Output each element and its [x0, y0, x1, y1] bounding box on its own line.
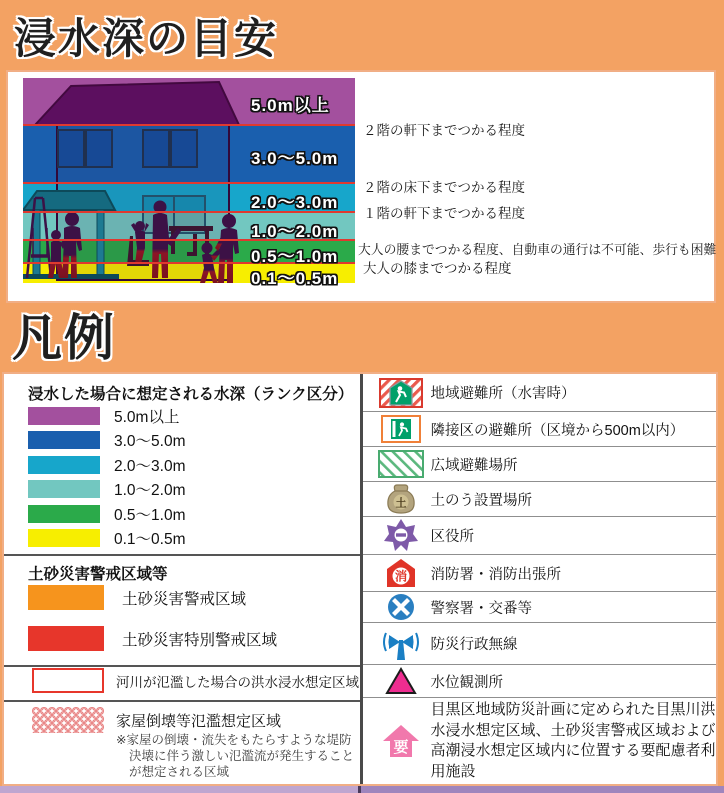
section-divider	[4, 700, 360, 702]
disaster-radio-icon	[380, 627, 422, 661]
band-label-01-05m: 0.1～0.5m	[251, 269, 339, 288]
facility-row	[363, 698, 717, 784]
legend-title: 凡例	[12, 310, 116, 366]
facility-row	[363, 623, 717, 665]
depth-desc-2: ２階の床下までつかる程度	[363, 180, 525, 195]
fire-station-icon	[386, 558, 416, 588]
swatch-label: 土砂災害警戒区域	[122, 590, 247, 608]
sandbag-icon	[384, 483, 418, 515]
legend-right-column	[363, 374, 717, 784]
depth-rank-row	[28, 503, 186, 525]
depth-desc-5: 大人の膝までつかる程度	[363, 261, 512, 276]
adjacent-ward-shelter-icon	[381, 415, 421, 443]
sediment-header: 土砂災害警戒区域等	[28, 566, 168, 583]
depth-band-labels	[23, 78, 355, 288]
band-label-5m: 5.0m以上	[251, 96, 330, 115]
facility-label: 防災行政無線	[430, 637, 518, 653]
swatch-label: 土砂災害特別警戒区域	[122, 631, 278, 649]
legend-column-divider	[360, 374, 363, 784]
swatch-label: 0.5～1.0m	[114, 507, 186, 524]
sandbag-glyph: 土	[395, 497, 406, 510]
facility-label: 広域避難場所	[430, 457, 518, 474]
facility-row	[363, 592, 717, 623]
care-glyph: 要	[392, 739, 409, 756]
facility-label: 水位観測所	[430, 674, 503, 691]
swatch-5m	[28, 407, 100, 425]
band-label-2-3m: 2.0～3.0m	[251, 193, 339, 212]
water-level-station-icon	[385, 667, 417, 695]
facility-label: 地域避難所（水害時）	[430, 386, 576, 402]
collapse-area-row	[32, 707, 281, 733]
facility-row	[363, 517, 717, 555]
swatch-label: 0.1～0.5m	[114, 531, 186, 548]
collapse-area-note: ※家屋の倒壊・流失をもたらすような堤防決壊に伴う激しい氾濫流が発生することが想定される区域	[116, 733, 355, 779]
depth-guide-title: 浸水深の目安	[14, 15, 279, 62]
swatch-flood-assumed-area	[32, 668, 104, 693]
swatch-label: 家屋倒壊等氾濫想定区域	[116, 712, 282, 730]
depth-rank-header: 浸水した場合に想定される水深（ランク区分）	[28, 386, 354, 403]
swatch-label: 3.0～5.0m	[114, 433, 186, 450]
depth-rank-row	[28, 527, 186, 549]
depth-rank-row	[28, 478, 186, 500]
flood-shelter-icon	[379, 378, 423, 408]
facility-row	[363, 374, 717, 412]
facility-label: 目黒区地域防災計画に定められた目黒川洪水浸水想定区域、土砂災害警戒区域および高潮浸水想定区域内に位置する要配慮者利用施設	[430, 701, 716, 780]
police-station-icon	[387, 593, 415, 621]
depth-rank-row	[28, 454, 186, 476]
sediment-row	[28, 585, 246, 610]
facility-row	[363, 555, 717, 592]
swatch-2-3m	[28, 456, 100, 474]
band-label-05-1m: 0.5～1.0m	[251, 247, 339, 266]
depth-rank-row	[28, 405, 179, 427]
swatch-house-collapse-area	[32, 707, 104, 733]
map-strip-right	[361, 786, 724, 793]
facility-label: 土のう設置場所	[430, 492, 532, 509]
facility-row	[363, 412, 717, 447]
facility-label: 隣接区の避難所（区境から500m以内）	[430, 422, 685, 439]
facility-row	[363, 447, 717, 482]
flood-depth-house-diagram	[23, 78, 355, 288]
swatch-label: 2.0～3.0m	[114, 458, 186, 475]
facility-label: 区役所	[430, 529, 474, 545]
swatch-sediment-special-warning	[28, 626, 104, 651]
legend-left-column	[4, 374, 360, 784]
facility-row	[363, 665, 717, 698]
swatch-label: 1.0～2.0m	[114, 482, 186, 499]
flood-area-row	[32, 668, 359, 693]
care-facility-icon	[382, 724, 420, 758]
swatch-1-2m	[28, 480, 100, 498]
sediment-row	[28, 626, 277, 651]
legend-panel	[2, 372, 718, 786]
depth-desc-1: ２階の軒下までつかる程度	[363, 123, 525, 138]
swatch-01-05m	[28, 529, 100, 547]
swatch-label: 河川が氾濫した場合の洪水浸水想定区域	[116, 674, 359, 690]
map-strip-left	[0, 786, 358, 793]
section-divider	[4, 554, 360, 556]
facility-row	[363, 482, 717, 517]
depth-desc-4: 大人の腰までつかる程度、自動車の通行は不可能、歩行も困難	[358, 242, 717, 257]
facility-label: 消防署・消防出張所	[430, 566, 561, 583]
depth-desc-3: １階の軒下までつかる程度	[363, 206, 525, 221]
band-label-3-5m: 3.0～5.0m	[251, 149, 339, 168]
depth-rank-row	[28, 429, 186, 451]
ward-office-icon	[383, 518, 419, 554]
fire-glyph: 消	[394, 569, 407, 584]
swatch-sediment-warning	[28, 585, 104, 610]
band-label-1-2m: 1.0～2.0m	[251, 222, 339, 241]
swatch-05-1m	[28, 505, 100, 523]
wide-area-evacuation-icon	[378, 450, 424, 478]
depth-guide-panel	[6, 70, 716, 303]
facility-label: 警察署・交番等	[430, 600, 532, 617]
swatch-3-5m	[28, 431, 100, 449]
section-divider	[4, 665, 360, 667]
swatch-label: 5.0m以上	[114, 409, 180, 426]
